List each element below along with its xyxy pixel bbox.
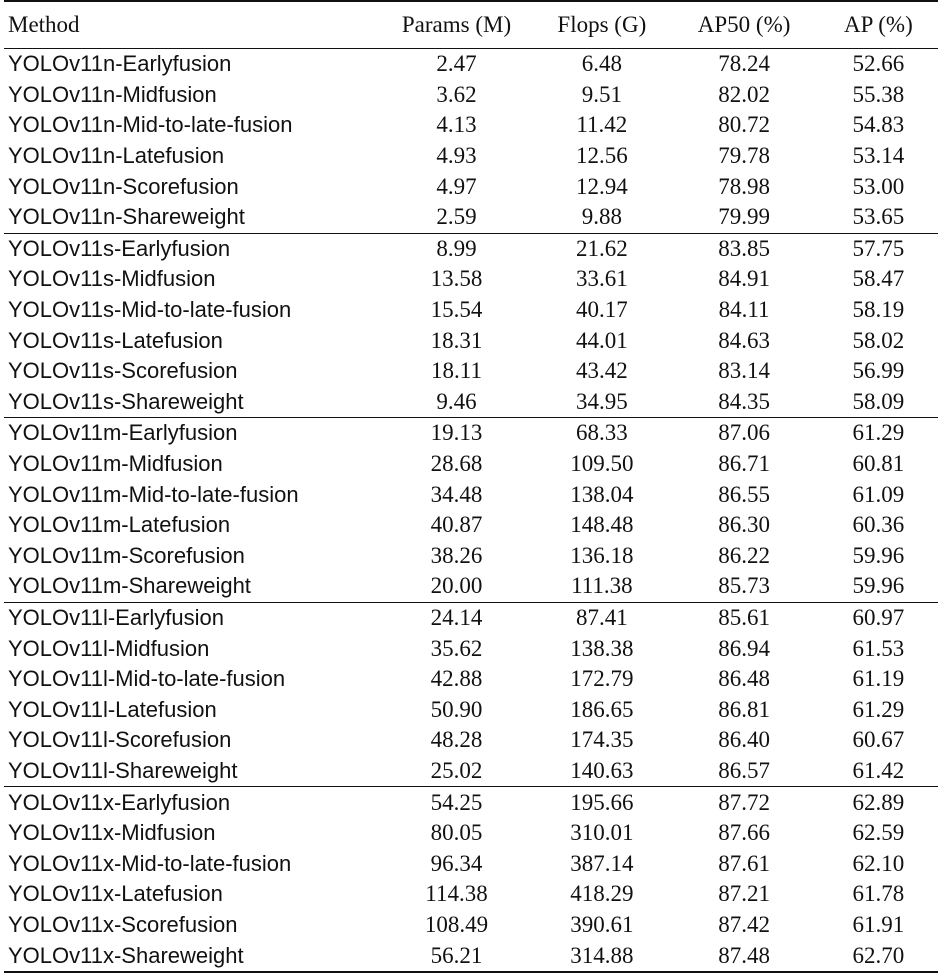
cell-ap: 61.29	[852, 696, 905, 722]
cell-flops: 87.41	[534, 602, 669, 633]
table-row	[4, 202, 938, 233]
cell-flops: 9.88	[581, 204, 622, 230]
cell-ap: 58.02	[852, 327, 905, 353]
cell-params: 108.49	[424, 911, 489, 937]
table-row	[4, 694, 938, 725]
cell-params: 56.21	[379, 940, 534, 972]
cell-method: YOLOv11x-Scorefusion	[8, 911, 238, 937]
cell-ap50: 86.48	[718, 666, 770, 692]
header-params: Params (M)	[401, 12, 512, 37]
cell-method: YOLOv11l-Shareweight	[8, 757, 238, 783]
cell-ap50: 87.06	[670, 418, 819, 449]
cell-flops: 136.18	[570, 542, 634, 568]
table-row	[4, 602, 938, 633]
cell-ap50: 85.61	[670, 602, 819, 633]
header-row	[4, 1, 938, 49]
table-row	[4, 171, 938, 202]
cell-ap50: 87.72	[670, 787, 819, 818]
cell-flops: 138.04	[570, 481, 634, 507]
cell-method: YOLOv11m-Scorefusion	[8, 542, 245, 568]
cell-flops: 109.50	[570, 451, 634, 477]
cell-method: YOLOv11l-Midfusion	[8, 635, 210, 661]
cell-flops: 390.61	[570, 911, 634, 937]
table-row	[4, 479, 938, 510]
cell-params: 80.05	[430, 820, 483, 846]
cell-flops: 43.42	[575, 358, 628, 384]
cell-ap50: 86.81	[718, 696, 770, 722]
cell-ap50: 87.48	[670, 940, 819, 972]
cell-ap: 54.83	[852, 112, 905, 138]
cell-params: 50.90	[430, 696, 483, 722]
cell-ap50: 87.42	[718, 911, 770, 937]
cell-params: 3.62	[436, 81, 477, 107]
cell-method: YOLOv11l-Earlyfusion	[4, 602, 379, 633]
cell-params: 20.00	[430, 573, 483, 599]
table-row	[4, 264, 938, 295]
cell-flops: 140.63	[570, 757, 634, 783]
cell-ap: 61.09	[852, 481, 905, 507]
table-row	[4, 940, 938, 972]
cell-method: YOLOv11x-Shareweight	[4, 940, 379, 972]
cell-method: YOLOv11s-Scorefusion	[8, 358, 238, 384]
cell-ap: 61.91	[852, 911, 905, 937]
table-row	[4, 449, 938, 480]
cell-flops: 174.35	[570, 727, 634, 753]
cell-flops: 33.61	[575, 266, 628, 292]
cell-params: 28.68	[430, 451, 483, 477]
table-row	[4, 80, 938, 111]
cell-method: YOLOv11n-Midfusion	[8, 81, 217, 107]
cell-method: YOLOv11m-Latefusion	[8, 512, 231, 538]
cell-flops: 172.79	[570, 666, 634, 692]
cell-ap50: 82.02	[718, 81, 770, 107]
cell-method: YOLOv11n-Latefusion	[8, 143, 225, 169]
table-row	[4, 571, 938, 602]
cell-ap: 61.19	[852, 666, 905, 692]
cell-flops: 186.65	[570, 696, 634, 722]
header-flops: Flops (G)	[557, 12, 647, 37]
cell-params: 40.87	[430, 512, 483, 538]
cell-ap: 53.00	[852, 173, 905, 199]
cell-flops: 12.56	[575, 143, 628, 169]
cell-ap: 56.99	[852, 358, 905, 384]
cell-ap50: 78.98	[718, 173, 770, 199]
cell-method: YOLOv11x-Mid-to-late-fusion	[8, 850, 292, 876]
cell-params: 4.97	[436, 173, 477, 199]
cell-flops: 6.48	[581, 51, 622, 77]
table-row	[4, 633, 938, 664]
table-row	[4, 418, 938, 449]
cell-ap50: 80.72	[718, 112, 770, 138]
cell-ap50: 86.71	[718, 451, 770, 477]
cell-ap50: 86.30	[718, 512, 770, 538]
cell-ap50: 83.85	[670, 233, 819, 264]
cell-method: YOLOv11m-Mid-to-late-fusion	[8, 481, 299, 507]
cell-ap: 53.65	[852, 204, 905, 230]
cell-ap: 61.78	[852, 881, 905, 907]
cell-ap: 60.97	[819, 602, 938, 633]
cell-method: YOLOv11m-Shareweight	[8, 573, 251, 599]
cell-flops: 34.95	[575, 388, 628, 414]
cell-ap: 52.66	[852, 51, 905, 77]
table-row	[4, 664, 938, 695]
cell-flops: 138.38	[570, 635, 634, 661]
cell-flops: 310.01	[570, 820, 634, 846]
cell-ap50: 86.55	[718, 481, 770, 507]
cell-ap: 61.42	[852, 757, 905, 783]
table-row	[4, 725, 938, 756]
cell-method: YOLOv11s-Mid-to-late-fusion	[8, 297, 292, 323]
cell-method: YOLOv11s-Midfusion	[8, 266, 216, 292]
cell-flops: 148.48	[570, 512, 634, 538]
cell-method: YOLOv11m-Midfusion	[8, 451, 223, 477]
header-ap: AP (%)	[843, 12, 913, 37]
cell-ap50: 84.11	[718, 297, 770, 323]
cell-method: YOLOv11x-Latefusion	[8, 881, 223, 907]
cell-ap: 53.14	[852, 143, 905, 169]
table-row	[4, 756, 938, 787]
cell-params: 8.99	[379, 233, 534, 264]
cell-flops: 68.33	[534, 418, 669, 449]
header-ap50: AP50 (%)	[697, 12, 791, 37]
cell-ap50: 87.66	[718, 820, 770, 846]
cell-method: YOLOv11x-Midfusion	[8, 820, 216, 846]
cell-params: 19.13	[379, 418, 534, 449]
cell-ap: 59.96	[852, 573, 905, 599]
cell-ap: 62.59	[852, 820, 905, 846]
table-row	[4, 49, 938, 80]
cell-method: YOLOv11s-Earlyfusion	[4, 233, 379, 264]
cell-ap: 58.19	[852, 297, 905, 323]
cell-flops: 11.42	[576, 112, 628, 138]
cell-ap50: 87.21	[718, 881, 770, 907]
cell-flops: 418.29	[570, 881, 634, 907]
cell-method: YOLOv11n-Scorefusion	[8, 173, 239, 199]
cell-params: 2.59	[436, 204, 477, 230]
cell-ap: 59.96	[852, 542, 905, 568]
cell-ap50: 86.22	[718, 542, 770, 568]
cell-params: 54.25	[379, 787, 534, 818]
cell-method: YOLOv11s-Latefusion	[8, 327, 223, 353]
cell-params: 15.54	[430, 297, 483, 323]
cell-params: 24.14	[379, 602, 534, 633]
cell-ap50: 86.94	[718, 635, 770, 661]
table-row	[4, 141, 938, 172]
cell-ap50: 78.24	[718, 51, 770, 77]
table-row	[4, 233, 938, 264]
cell-ap: 60.67	[852, 727, 905, 753]
cell-ap: 57.75	[819, 233, 938, 264]
cell-method: YOLOv11n-Mid-to-late-fusion	[8, 112, 293, 138]
cell-ap50: 84.63	[718, 327, 770, 353]
table-header	[4, 1, 938, 49]
cell-method: YOLOv11x-Earlyfusion	[4, 787, 379, 818]
table-row	[4, 510, 938, 541]
cell-method: YOLOv11n-Earlyfusion	[8, 51, 232, 77]
cell-params: 38.26	[430, 542, 483, 568]
cell-flops: 195.66	[534, 787, 669, 818]
cell-ap: 55.38	[852, 81, 905, 107]
cell-params: 9.46	[436, 388, 477, 414]
table-row	[4, 541, 938, 572]
table-row	[4, 818, 938, 849]
header-method: Method	[8, 12, 80, 37]
cell-method: YOLOv11s-Shareweight	[8, 388, 244, 414]
cell-ap: 62.70	[819, 940, 938, 972]
cell-ap: 60.36	[852, 512, 905, 538]
cell-ap: 61.29	[819, 418, 938, 449]
cell-flops: 12.94	[575, 173, 628, 199]
cell-ap50: 86.57	[718, 757, 770, 783]
cell-params: 4.13	[436, 112, 477, 138]
cell-params: 18.11	[431, 358, 482, 384]
cell-params: 42.88	[430, 666, 483, 692]
cell-params: 114.38	[425, 881, 488, 907]
cell-method: YOLOv11m-Earlyfusion	[4, 418, 379, 449]
table-row	[4, 295, 938, 326]
cell-method: YOLOv11n-Shareweight	[8, 204, 245, 230]
table-row	[4, 910, 938, 941]
table-row	[4, 879, 938, 910]
cell-ap: 62.10	[852, 850, 905, 876]
table-row	[4, 110, 938, 141]
results-table-container	[4, 0, 938, 973]
cell-params: 4.93	[436, 143, 477, 169]
cell-ap50: 84.35	[718, 388, 770, 414]
cell-ap50: 79.99	[718, 204, 770, 230]
cell-params: 18.31	[430, 327, 483, 353]
cell-flops: 387.14	[570, 850, 634, 876]
cell-flops: 314.88	[534, 940, 669, 972]
cell-ap: 60.81	[852, 451, 905, 477]
table-row	[4, 325, 938, 356]
cell-params: 2.47	[436, 51, 477, 77]
cell-params: 25.02	[430, 757, 483, 783]
table-body	[4, 49, 938, 972]
cell-flops: 40.17	[575, 297, 628, 323]
cell-method: YOLOv11l-Mid-to-late-fusion	[8, 666, 286, 692]
cell-ap50: 83.14	[718, 358, 770, 384]
cell-flops: 44.01	[575, 327, 628, 353]
cell-ap: 61.53	[852, 635, 905, 661]
cell-flops: 111.38	[571, 573, 633, 599]
table-row	[4, 848, 938, 879]
table-row	[4, 787, 938, 818]
cell-params: 34.48	[430, 481, 483, 507]
cell-ap50: 84.91	[718, 266, 770, 292]
cell-ap50: 87.61	[718, 850, 770, 876]
cell-ap: 58.09	[852, 388, 905, 414]
table-row	[4, 387, 938, 418]
cell-method: YOLOv11l-Scorefusion	[8, 727, 232, 753]
cell-params: 13.58	[430, 266, 483, 292]
results-table	[4, 0, 938, 973]
cell-flops: 21.62	[534, 233, 669, 264]
cell-ap: 58.47	[852, 266, 905, 292]
cell-flops: 9.51	[581, 81, 622, 107]
cell-method: YOLOv11l-Latefusion	[8, 696, 217, 722]
cell-ap50: 79.78	[718, 143, 770, 169]
cell-params: 35.62	[430, 635, 483, 661]
cell-params: 48.28	[430, 727, 483, 753]
cell-ap50: 86.40	[718, 727, 770, 753]
cell-params: 96.34	[430, 850, 483, 876]
cell-ap: 62.89	[819, 787, 938, 818]
cell-ap50: 85.73	[718, 573, 770, 599]
table-row	[4, 356, 938, 387]
